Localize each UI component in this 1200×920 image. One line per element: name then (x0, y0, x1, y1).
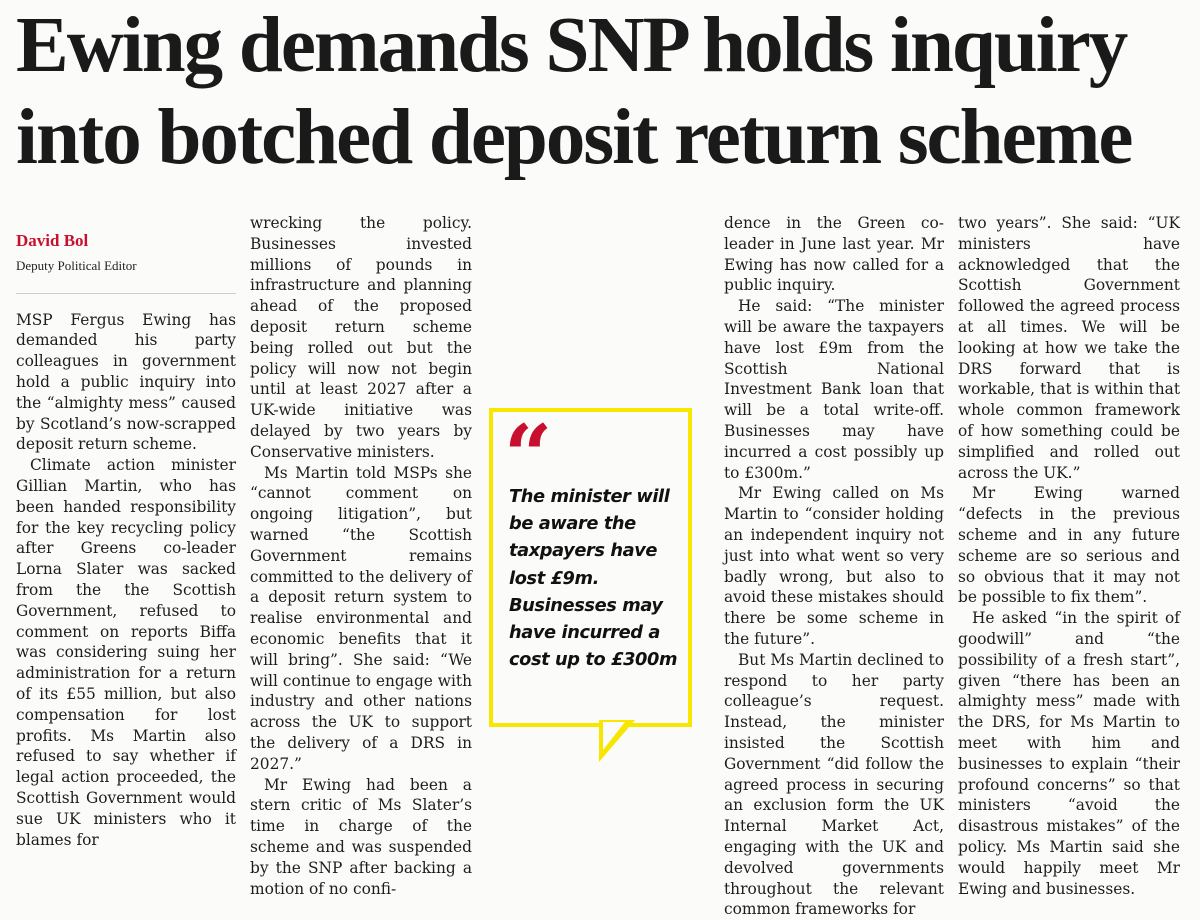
paragraph: wrecking the policy. Businesses invested millions of pounds in infrastructure and planning ahead of the proposed deposit return scheme being rolled out but the policy will now not begin until at least 2027 after a UK-wide initiative was delayed by two years by Conservative ministers. (250, 214, 472, 461)
headline: Ewing demands SNP holds inquiry into botched deposit return scheme (16, 2, 1132, 181)
paragraph: Mr Ewing warned “defects in the previous scheme and in any future scheme are so serious and so obvious that it may not be possible to fix them”. (958, 484, 1180, 607)
paragraph: Mr Ewing had been a stern critic of Ms Slater’s time in charge of the scheme and was suspended by the SNP after backing a motion of no confi- (250, 775, 472, 898)
quote-mark-icon: “ (504, 406, 553, 505)
article-column-3 (724, 213, 944, 920)
paragraph: MSP Fergus Ewing has demanded his party colleagues in government hold a public inquiry into the “almighty mess” caused by Scotland’s now-scrapped deposit return scheme. (16, 310, 236, 454)
pull-quote-tail-inner (603, 722, 625, 750)
pull-quote-text: The minister will be aware the taxpayers have lost £9m. Businesses may have incurred a cost up to £300m (509, 486, 678, 671)
paragraph: He said: “The minister will be aware the taxpayers have lost £9m from the Scottish National Investment Bank loan that will be a total write-off. Businesses may have incurred a cost possibly up to £300m.” (724, 297, 944, 482)
byline-divider (16, 293, 236, 294)
article-column-4 (958, 213, 1180, 899)
paragraph: Ms Martin told MSPs she “cannot comment on ongoing litigation”, but warned “the Scottish Government remains committed to the delivery of a deposit return system to realise environmental and economic benefits that it will bring”. She said: “We will continue to engage with industry and other nations across the UK to support the delivery of a DRS in 2027.” (250, 463, 472, 773)
paragraph: dence in the Green co-leader in June last year. Mr Ewing has now called for a public inquiry. (724, 214, 944, 295)
article-column-2 (250, 213, 472, 899)
paragraph: Climate action minister Gillian Martin, who has been handed responsibility for the key recycling policy after Greens co-leader Lorna Slater was sacked from the the Scottish Government, refused to comment on reports Biffa was considering suing her administration for a return of its £55 million, but also compensation for lost profits. Ms Martin also refused to say whether if legal action proceeded, the Scottish Government would sue UK ministers who it blames for (16, 456, 236, 849)
article-column-1 (16, 213, 236, 850)
paragraph: He asked “in the spirit of goodwill” and “the possibility of a fresh start”, given “there has been an almighty mess” made with the DRS, for Ms Martin to meet with him and businesses to explain “their profound concerns” so that ministers “avoid the disastrous mistakes” of the policy. Ms Martin said she would happily meet Mr Ewing and businesses. (958, 609, 1180, 898)
paragraph: two years”. She said: “UK ministers have acknowledged that the Scottish Government followed the agreed process at all times. We will be looking at how we take the DRS forward that is workable, that is within that whole common framework of how something could be simplified and rolled out across the UK.” (958, 214, 1180, 482)
paragraph: Mr Ewing called on Ms Martin to “consider holding an independent inquiry not just into what went so very badly wrong, but also to avoid these mistakes should there be some scheme in the future”. (724, 484, 944, 648)
byline-author: David Bol (16, 231, 89, 250)
paragraph: But Ms Martin declined to respond to her party colleague’s request. Instead, the minister insisted the Scottish Government “did follow the agreed process in securing an exclusion form the UK Internal Market Act, engaging with the UK and devolved governments throughout the relevant common frameworks for (724, 650, 944, 919)
byline-role: Deputy Political Editor (16, 257, 137, 273)
